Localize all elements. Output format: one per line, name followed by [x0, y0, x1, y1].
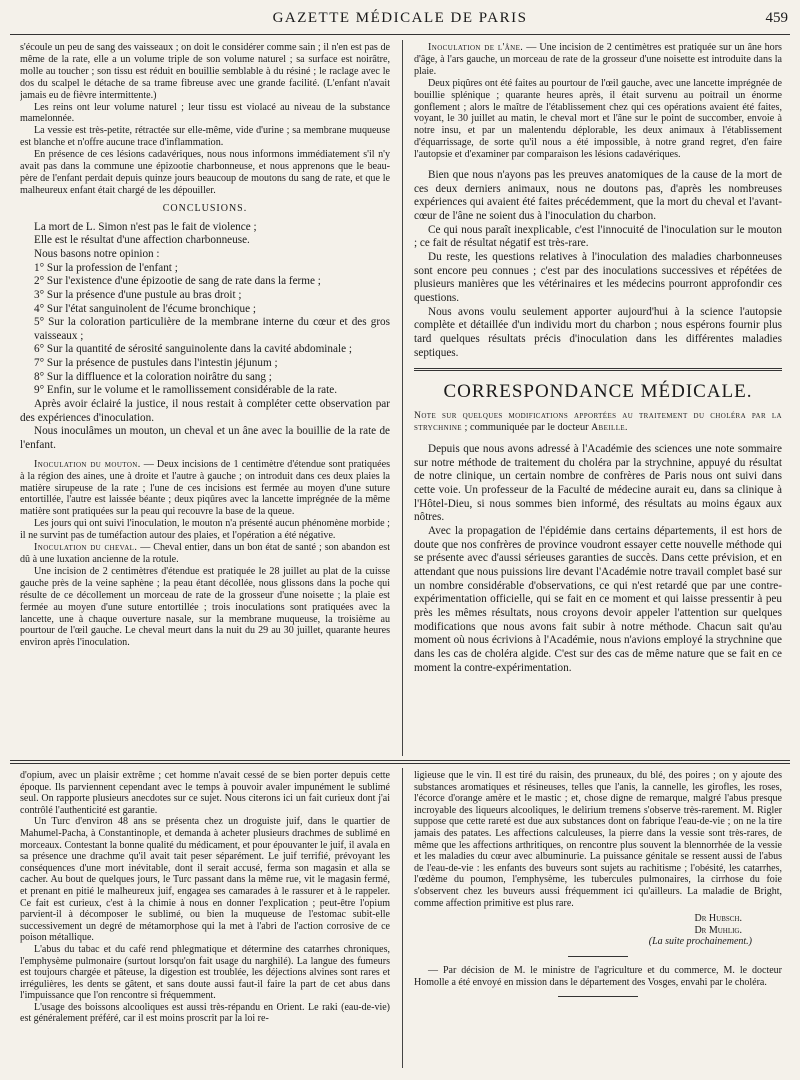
- paragraph: Un Turc d'environ 48 ans se présenta chez un droguiste juif, dans le quartier de Mahumel-Pacha, à Constantinople, et demanda à acheter plusieurs drachmes de sublimé en morceaux. Contestant la bonne qualité du médicament, et pour épouvanter le juif, il avala en sa présence une drachme qu'il avait tait peser séparément. Le juif terrifié, prévoyant les conséquences d'une mort inévitable, dont il serait accusé, ferma son magasin et alla se cacher. Au bout de quelques jours, le Turc passant dans la même rue, vit le magasin fermé, et prenant en pitié le malheureux juif, engagea ses camarades à le rassurer et à le rappeler. Ce fait est curieux, c'est à la chimie à nous en donner l'explication ; peut-être l'opium parvient-il à décomposer le sublimé, ou bien la muqueuse de l'estomac subit-elle successivement un degré de métamorphose qui la met à l'abri de l'action corrosive de ce poison métallique.: [20, 816, 390, 944]
- paragraph: Du reste, les questions relatives à l'inoculation des maladies charbonneuses sont encore peu connues ; c'est par des inoculations successives et répétées de plusieurs manières que les vétérinaires et les médecins pourront approfondir ces questions.: [414, 251, 782, 304]
- inoculation-cheval-heading: Inoculation du cheval.: [34, 542, 138, 554]
- header-rule: [10, 34, 790, 35]
- paragraph: s'écoule un peu de sang des vaisseaux ; on doit le considérer comme sain ; il n'en est pas de même de la rate, elle a un volume triple de son volume naturel ; sa surface est noirâtre, molle au toucher ; son tissu est réduit en bouillie semblable à du résiné ; le raclage avec le dos du scalpel le détache de sa trame fibreuse avec une grande facilité. (L'enfant n'avait jamais eu de fièvre intermittente.): [20, 42, 390, 101]
- list-item: 3° Sur la présence d'une pustule au bras droit ;: [34, 288, 242, 301]
- list-item: 9° Enfin, sur le volume et le ramollissement considérable de la rate.: [34, 384, 338, 397]
- paragraph: Deux piqûres ont été faites au pourtour de l'œil gauche, avec une lancette imprégnée de bouillie splénique ; quarante heures après, il était survenu au poitrail un énorme gonflement ; alors le maître de l'établissement chez qui ces opérations avaient été faites, voyant, le 30 juillet au matin, le cheval mort et l'âne sur le point de succomber, envoie à notre insu, et par un malentendu déplorable, les deux animaux à l'établissement d'équarrissage, de sorte qu'il nous a été impossible, à notre grand regret, d'en faire l'autopsie et d'examiner par comparaison les lésions cadavériques.: [414, 77, 782, 161]
- paragraph: Les reins ont leur volume naturel ; leur tissu est violacé au niveau de la substance mamelonnée.: [20, 101, 390, 125]
- paragraph: La mort de L. Simon n'est pas le fait de violence ;: [34, 220, 257, 233]
- conclusions-heading: CONCLUSIONS.: [162, 202, 248, 214]
- list-item: 2° Sur l'existence d'une épizootie de sang de rate dans la ferme ;: [34, 275, 321, 288]
- correspondance-title: CORRESPONDANCE MÉDICALE.: [443, 381, 753, 403]
- paragraph: Bien que nous n'ayons pas les preuves anatomiques de la cause de la mort de ces deux derniers animaux, nous ne doutons pas, d'après les nombreuses expériences qui avaient été faites précédemment, que la mort du cheval et l'avant-cœur de l'âne ne soient dus à l'inoculation du charbon.: [414, 169, 782, 223]
- inoculation-ane-heading: Inoculation de l'âne.: [428, 42, 524, 53]
- upper-left-column: [20, 42, 390, 754]
- paragraph: Nous inoculâmes un mouton, un cheval et un âne avec la bouillie de la rate de l'enfant.: [20, 425, 390, 452]
- column-divider-upper: [402, 40, 403, 756]
- inoculation-ane-paragraph: [414, 42, 782, 78]
- correspondance-subtitle: [414, 410, 782, 435]
- list-item: 8° Sur la diffluence et la coloration noirâtre du sang ;: [34, 370, 272, 383]
- notice-paragraph: — Par décision de M. le ministre de l'agriculture et du commerce, M. le docteur Homolle a été envoyé en mission dans le département des Vosges, envahi par le choléra.: [414, 964, 782, 988]
- paragraph: Les jours qui ont suivi l'inoculation, le mouton n'a présenté aucun phénomène morbide ; il ne survint pas de tuméfaction autour des plaies, et l'opération a été négative.: [20, 518, 390, 542]
- end-rule: [558, 996, 638, 997]
- list-item: 7° Sur la présence de pustules dans l'intestin jéjunum ;: [34, 357, 278, 370]
- journal-title: GAZETTE MÉDICALE DE PARIS: [272, 10, 528, 26]
- paragraph: L'usage des boissons alcooliques est aussi très-répandu en Orient. Le raki (eau-de-vie) est généralement préféré, car il est moins proscrit par la loi re-: [20, 1001, 390, 1025]
- separator-rule: [568, 956, 628, 957]
- inoculation-cheval-text: — Cheval entier, dans un bon état de santé ; son abandon est dû à une luxation ancienne de la rotule.: [20, 542, 390, 565]
- section-rule-double: [10, 763, 790, 764]
- upper-right-column: [414, 42, 782, 754]
- paragraph: Elle est le résultat d'une affection charbonneuse.: [34, 234, 250, 247]
- list-item: 5° Sur la coloration particulière de la membrane interne du cœur et des gros vaisseaux ;: [34, 316, 390, 342]
- inoculation-mouton-text: — Deux incisions de 1 centimètre d'étendue sont pratiquées à la région des aines, une à droite et l'autre à gauche ; on introduit dans ces deux plaies la matière sirupeuse de la rate ; l'une de ces incisions est fermée au moyen d'une suture entortillée, l'autre est laissée béante ; deux piqûres avec la lancette imprégnée de la même matière sont pratiquées sur la peau qui recouvre la base de la queue.: [20, 458, 390, 518]
- page-number: 459: [765, 10, 788, 26]
- subtitle-caps: Note sur quelques modifications apportées au traitement du choléra par la strychnine: [414, 409, 782, 434]
- subtitle-author: Abeille.: [591, 422, 628, 434]
- paragraph: d'opium, avec un plaisir extrême ; cet homme n'avait cessé de se bien porter depuis cette époque. Ils parviennent cependant avec le temps à pouvoir avaler impunément le sublimé seul. On rapporte plusieurs anecdotes sur ce sujet. Nous citerons ici un fait curieux dont j'ai contrôlé l'authenticité est garantie.: [20, 770, 390, 816]
- paragraph: Après avoir éclairé la justice, il nous restait à compléter cette observation par des expériences d'inoculation.: [20, 398, 390, 424]
- lower-right-column: [414, 770, 782, 1070]
- list-item: 4° Sur l'état sanguinolent de l'écume bronchique ;: [34, 302, 256, 315]
- paragraph: L'abus du tabac et du café rend phlegmatique et détermine des catarrhes chroniques, l'emphysème pulmonaire (surtout lorsqu'on fait usage du narghilé). La langue des fumeurs est toujours chargée et pâteuse, la digestion est troublée, les déjections alvines sont rares et irrégulières, les dents se gâtent, et sans doute aussi faut-il faire la part de cet abus dans l'impuissance que l'on rencontre si fréquemment.: [20, 943, 390, 1002]
- inoculation-ane-text: — Une incision de 2 centimètres est pratiquée sur un âne hors d'âge, à l'ars gauche, un morceau de rate de la grosseur d'une noisette est introduite dans la plaie.: [414, 42, 782, 77]
- list-item: 6° Sur la quantité de sérosité sanguinolente dans la cavité abdominale ;: [34, 343, 352, 356]
- section-rule: [10, 760, 790, 761]
- inoculation-cheval-paragraph: [20, 542, 390, 566]
- lower-left-column: [20, 770, 390, 1070]
- paragraph: Depuis que nous avons adressé à l'Académie des sciences une note sommaire sur notre méthode de traitement du choléra par la strychnine, appuyé du résultat de notre clinique, un certain nombre de confrères de Paris nous ont suivi dans cette voie. Un professeur de la Faculté de médecine aurait eu, dans sa clinique à l'Hôtel-Dieu, si nous sommes bien informé, des résultats au moins égaux aux nôtres.: [414, 443, 782, 524]
- inoculation-mouton-paragraph: [20, 459, 390, 519]
- column-divider-lower: [402, 768, 403, 1068]
- paragraph: En présence de ces lésions cadavériques, nous nous informons immédiatement s'il n'y avait pas dans la commune une épizootie charbonneuse, et nous apprenons que le beau-père de l'enfant perdait depuis quinze jours beaucoup de moutons du sang de rate, et que le malheureux enfant était chargé de les dépouiller.: [20, 149, 390, 196]
- paragraph: Nous basons notre opinion :: [34, 247, 160, 260]
- conclusions-list: [20, 262, 390, 399]
- page-header: [0, 10, 800, 30]
- list-item: 1° Sur la profession de l'enfant ;: [34, 261, 178, 274]
- signature-muhlig: Dr Muhlig.: [694, 924, 742, 936]
- paragraph: Une incision de 2 centimètres d'étendue est pratiquée le 28 juillet au plat de la cuisse gauche près de la veine saphène ; la peau étant décollée, nous glissons dans la poche qui résulte de ce décollement un morceau de rate de la grosseur d'une noisette ; la plaie est fermée au moyen d'une suture entortillée ; trois inoculations sont pratiquées avec la lancette, une à chaque ouverture nasale, sur la membrane muqueuse, la troisième au pourtour de l'œil gauche. Le cheval meurt dans la nuit du 29 au 30 juillet, quarante heures environ après l'inoculation.: [20, 565, 390, 649]
- continued-note: (La suite prochainement.): [648, 936, 752, 948]
- correspondance-section: [414, 368, 782, 675]
- signature-hubsch: Dr Hubsch.: [694, 913, 742, 925]
- subtitle-rest: ; communiquée par le docteur: [461, 422, 592, 434]
- paragraph: Ce qui nous paraît inexplicable, c'est l'innocuité de l'inoculation sur le mouton ; ce fait de résultat négatif est très-rare.: [414, 223, 782, 250]
- paragraph: Nous avons voulu seulement apporter aujourd'hui à la science l'autopsie complète et détaillée d'un individu mort du charbon ; nous espérons fournir plus tard quelques résultats précis d'inoculation dans les différentes maladies septiques.: [414, 305, 782, 359]
- paragraph: Avec la propagation de l'épidémie dans certains départements, il est hors de doute que nos confrères de province voudront essayer cette nouvelle méthode qui se présente avec d'aussi sérieuses garanties de succès. Dans cette prévision, et en attendant que nous puissions lire devant l'Académie notre travail complet basé sur un nombre considérable d'observations, ce qui n'est retardé que par une contre-expérimentation officielle, qui se fait en ce moment et qui laisse pressentir à peu près les mêmes résultats, nous croyons devoir appeler l'attention sur quelques modifications que nous avons fait subir à notre méthode. Chacun sait qu'au moment où nous écrivions à l'Académie, nous n'avions employé la strychnine que dans les cas de choléra algide. C'est sur des cas de même nature que se fait en ce moment la contre-expérimentation.: [414, 524, 782, 674]
- inoculation-mouton-heading: Inoculation du mouton.: [34, 458, 141, 470]
- paragraph: La vessie est très-petite, rétractée sur elle-même, vide d'urine ; sa membrane muqueuse est blanche et n'offre aucune trace d'inflammation.: [20, 125, 390, 149]
- paragraph: ligieuse que le vin. Il est tiré du raisin, des pruneaux, du blé, des poires ; on y ajoute des substances aromatiques et résineuses, telles que l'anis, la cannelle, les girofles, les roses, l'écorce d'orange amère et le mastic ; et, chose digne de remarque, malgré l'abus presque incroyable des liqueurs alcooliques, le delirium tremens s'observe très-rarement. M. Rigler suppose que cette rareté est due aux substances dont on fabrique l'eau-de-vie ; on ne la tire jamais des patates. Les affections calculeuses, la pierre dans la vessie sont très-rares, de même que les affections arthritiques, on rencontre plus souvent la blennorrhée de la vessie et les maladies du cœur avec albuminurie. La puissance génitale se ressent aussi de l'abus de l'eau-de-vie : les enfants des buveurs sont sujets au rachitisme ; l'obésité, les catarrhes, l'œdème du poumon, l'emphysème, les tubercules pulmonaires, la cirrhose du foie s'observent chez les buveurs aussi fréquemment ici qu'ailleurs. La maladie de Bright, comme affection primitive est plus rare.: [414, 770, 782, 909]
